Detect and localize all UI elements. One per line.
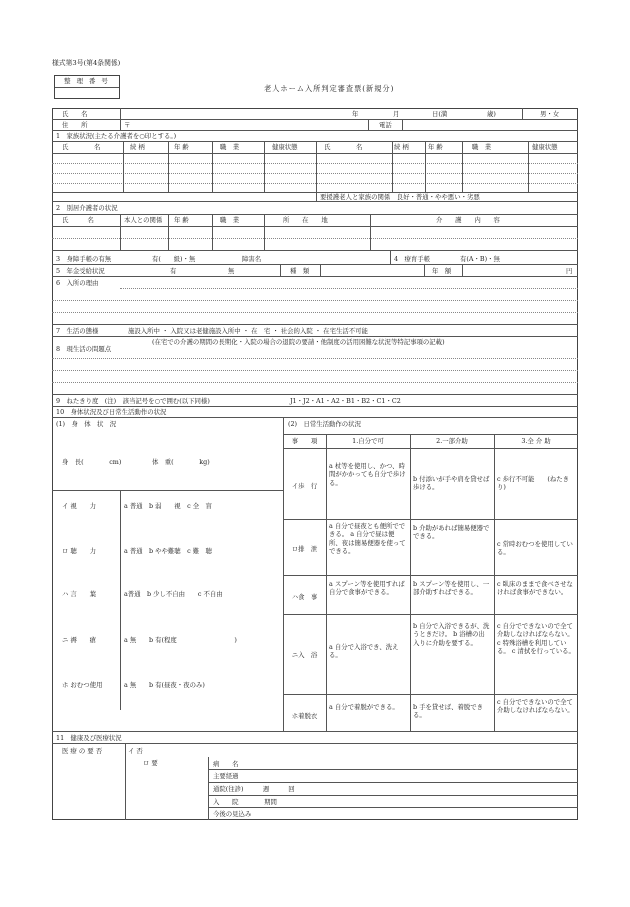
name-day: 日(満 <box>432 110 448 118</box>
family-h-name1: 氏 名 <box>62 143 101 151</box>
adl-meal-full[interactable]: c 臥床のままで食べさせなければ食事ができない。 <box>497 580 573 597</box>
health-section-title: 11 健康及び医療状況 <box>56 734 122 742</box>
pension-label: 5 年金受給状況 <box>56 267 105 275</box>
family-h-job2: 職 業 <box>472 143 492 151</box>
family-h-name2: 氏 名 <box>324 143 363 151</box>
adl-meal-partial[interactable]: b スプーン等を使用し、一部介助すればできる。 <box>413 580 490 597</box>
form-number: 様式第3号(第4条関係) <box>52 59 121 67</box>
hearing-options[interactable]: a 普通 b やや難聴 c 難 聴 <box>124 547 212 555</box>
adl-bath-partial[interactable]: b 自分で入浴できるが、洗うときだけ。 b 浴槽の出入りに介助を要する。 <box>413 622 490 647</box>
hospitalization-label: 入 院 期間 <box>213 798 277 806</box>
adl-meal-item: ハ食 事 <box>291 593 318 601</box>
adl-h-item: 事 項 <box>291 437 318 445</box>
disability-handbook-options[interactable]: 有( 級)・無 <box>152 255 196 263</box>
outpatient-label: 通院(往診) 週 回 <box>213 785 295 793</box>
bedridden-options[interactable]: J1・J2・A1・A2・B1・B2・C1・C2 <box>290 397 401 405</box>
adl-title: (2) 日常生活動作の状況 <box>288 420 361 428</box>
bedsore-options[interactable]: a 無 b 有(程度 ) <box>124 636 237 644</box>
lifestyle-label: 7 生活の態様 <box>56 327 99 335</box>
bedridden-label: 9 ねたきり度 (注) 該当記号を○で囲む(以下同様) <box>56 397 210 405</box>
family-h-age2: 年 齢 <box>428 143 443 151</box>
lifestyle-options[interactable]: 施設入所中 ・ 入院又は老健施設入所中 ・ 在 宅 ・ 社会的入院 ・ 在宅生活不可能 <box>128 327 368 335</box>
family-h-job1: 職 業 <box>220 143 240 151</box>
pension-yen: 円 <box>566 267 573 275</box>
family-h-rel1: 続 柄 <box>130 143 145 151</box>
name-year: 年 <box>352 110 359 118</box>
sep-h-location: 所 在 地 <box>283 216 328 224</box>
speech-label: ハ 言 葉 <box>62 590 96 598</box>
adl-dress-full[interactable]: c 自分でできないので全て介助しなければならない。 <box>497 698 574 715</box>
rehab-handbook-options[interactable]: 有(A・B)・無 <box>460 255 500 263</box>
name-age: 歳) <box>487 110 496 118</box>
bedsore-label: ニ 褥 瘡 <box>62 636 96 644</box>
family-h-rel2: 続 柄 <box>394 143 409 151</box>
vision-label: イ 視 力 <box>62 502 96 510</box>
height-field[interactable]: 身 長( cm) <box>62 458 122 466</box>
adl-walk-partial[interactable]: b 付添いが手や肩を貸せば歩ける。 <box>413 475 490 492</box>
phone-label: 電話 <box>379 121 392 129</box>
adl-h-full: 3.全 介 助 <box>521 437 551 445</box>
family-section-title: 1 家族状況(主たる介護者を○印とする。) <box>56 132 177 140</box>
weight-field[interactable]: 体 重( kg) <box>152 458 210 466</box>
name-month: 月 <box>393 110 400 118</box>
family-h-health2: 健康状態 <box>532 143 558 151</box>
adl-dress-self[interactable]: a 自分で着脱ができる。 <box>329 703 399 711</box>
sex[interactable]: 男・女 <box>540 110 560 118</box>
sep-h-relation: 本人との関係 <box>124 216 163 224</box>
adl-excretion-full[interactable]: c 常時おむつを使用している。 <box>497 540 573 557</box>
adl-h-self: 1.自分で可 <box>352 437 384 445</box>
adl-excretion-partial[interactable]: b 介助があれば簡易便器でできる。 <box>413 524 490 541</box>
pension-amount-label: 年 額 <box>432 267 452 275</box>
hearing-label: ロ 聴 力 <box>62 547 96 555</box>
adl-meal-self[interactable]: a スプーン等を使用すれば自分で食事ができる。 <box>329 580 405 597</box>
adl-h-partial: 2.一部介助 <box>436 437 468 445</box>
sep-h-name: 氏 名 <box>62 216 94 224</box>
diaper-label: ホ おむつ使用 <box>62 681 103 689</box>
disability-name-label: 障害名 <box>242 255 262 263</box>
speech-options[interactable]: a普通 b 少し不自由 c 不自由 <box>124 590 223 598</box>
adl-excretion-item: ロ排 泄 <box>291 545 318 553</box>
adl-bath-item: ニ入 浴 <box>291 651 318 659</box>
medical-need-yes[interactable]: ロ 要 <box>143 759 158 767</box>
adl-bath-self[interactable]: a 自分で入浴でき、洗える。 <box>329 643 399 660</box>
rehab-handbook-label: 4 療育手帳 <box>394 255 431 263</box>
sep-h-job: 職 業 <box>220 216 240 224</box>
adl-bath-full[interactable]: c 自分でできないので全て介助しなければならない。 c 特殊浴槽を利用している。 c 清拭を行っている。 <box>497 622 575 655</box>
prognosis-label: 今後の見込み <box>213 810 252 818</box>
physical-section-title: 10 身体状況及び日常生活動作の状況 <box>56 408 167 416</box>
main-course-label: 主要経過 <box>213 772 239 780</box>
current-problems-label: 8 現生活の問題点 <box>56 345 112 353</box>
sep-h-age: 年 齢 <box>174 216 189 224</box>
disability-handbook-label: 3 身障手帳の有無 <box>56 255 112 263</box>
pension-no[interactable]: 無 <box>228 267 235 275</box>
sep-h-care: 介 護 内 容 <box>436 216 500 224</box>
family-h-health1: 健康状態 <box>272 143 298 151</box>
pension-type-label: 種 類 <box>290 267 310 275</box>
adl-walk-item: イ歩 行 <box>291 482 318 490</box>
medical-need-label: 医 療 の 要 否 <box>62 747 103 755</box>
separate-caregiver-title: 2 別居介護者の状況 <box>56 204 118 212</box>
illness-name-label: 病 名 <box>213 760 239 768</box>
family-relation[interactable]: 要援護老人と家族の関係 良好・普通・やや悪い・劣悪 <box>320 193 480 201</box>
adl-walk-full[interactable]: c 歩行不可能 (ねたきり) <box>497 475 570 492</box>
adl-dress-item: ホ着脱衣 <box>291 712 318 720</box>
family-h-age1: 年 齢 <box>174 143 189 151</box>
adl-dress-partial[interactable]: b 手を貸せば、着脱できる。 <box>413 703 484 720</box>
diaper-options[interactable]: a 無 b 有(昼夜・夜のみ) <box>124 681 205 689</box>
adl-excretion-self[interactable]: a 自分で昼夜とも便所でできる。 a 自分で昼は便所、夜は簡易便器を使ってできる。 <box>329 522 406 555</box>
pension-yes[interactable]: 有 <box>170 267 177 275</box>
body-status-title: (1) 身 体 状 況 <box>56 420 117 428</box>
admission-reason-label: 6 入所の理由 <box>56 279 99 287</box>
postal-mark: 〒 <box>124 121 131 129</box>
address-label: 住 所 <box>62 121 88 129</box>
current-problems-note: (在宅での介護の期間の長期化・入院の場合の退院の要請・他制度の活用困難な状況等特記事項の記載) <box>152 338 445 346</box>
reference-number-box[interactable] <box>54 75 120 99</box>
vision-options[interactable]: a 普通 b 弱 視 c 全 盲 <box>124 502 212 510</box>
name-label: 氏 名 <box>62 110 88 118</box>
adl-walk-self[interactable]: a 杖等を使用し、かつ、時間がかかっても自分で歩ける。 <box>329 462 406 487</box>
form-title: 老人ホーム入所判定審査票(新規分) <box>264 84 395 93</box>
reference-number-label: 整 理 番 号 <box>64 77 110 85</box>
medical-need-no[interactable]: イ 否 <box>128 747 143 755</box>
